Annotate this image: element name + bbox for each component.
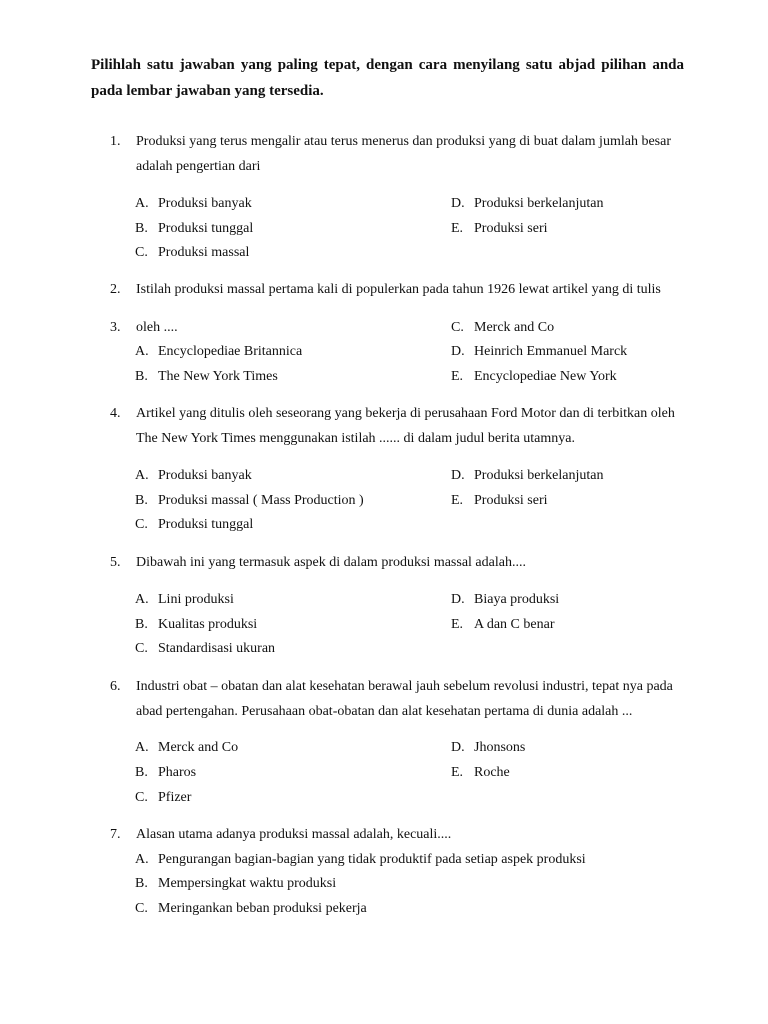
question-4-option-b-text: Produksi massal ( Mass Production ) [158, 493, 364, 508]
question-3-option-a-text: Encyclopediae Britannica [158, 344, 303, 359]
question-6-text-line-2: abad pertengahan. Perusahaan obat-obatan dan alat kesehatan pertama di dunia adalah ... [136, 704, 633, 719]
question-6-option-e-text: Roche [474, 765, 510, 780]
question-3-option-e-letter: E. [451, 369, 464, 384]
question-1-option-a-letter: A. [135, 196, 149, 211]
question-1-option-c-text: Produksi massal [158, 245, 250, 260]
question-1-option-b-letter: B. [135, 221, 148, 236]
question-1-option-b-text: Produksi tunggal [158, 221, 254, 236]
question-4-option-b-letter: B. [135, 493, 148, 508]
question-1-option-d-letter: D. [451, 196, 465, 211]
question-4-text-line-1: Artikel yang ditulis oleh seseorang yang bekerja di perusahaan Ford Motor dan di terbitkan oleh [136, 406, 675, 421]
question-4-option-a-letter: A. [135, 468, 149, 483]
question-7-option-b-text: Mempersingkat waktu produksi [158, 876, 337, 891]
question-6-option-c-text: Pfizer [158, 790, 192, 805]
question-5-option-c-text: Standardisasi ukuran [158, 641, 276, 656]
question-4-option-e-letter: E. [451, 493, 464, 508]
question-3-number: 3. [110, 320, 121, 335]
question-5-option-e-letter: E. [451, 617, 464, 632]
question-7-option-a-letter: A. [135, 852, 149, 867]
question-6-option-b-text: Pharos [158, 765, 197, 780]
question-4-option-d-text: Produksi berkelanjutan [474, 468, 604, 483]
question-7-option-c-letter: C. [135, 901, 148, 916]
question-1-text-line-1: Produksi yang terus mengalir atau terus menerus dan produksi yang di buat dalam jumlah besar [136, 134, 671, 149]
question-6-number: 6. [110, 679, 121, 694]
question-7-option-b-letter: B. [135, 876, 148, 891]
question-4-option-c-text: Produksi tunggal [158, 517, 254, 532]
question-5-option-a-letter: A. [135, 592, 149, 607]
question-7-option-c-text: Meringankan beban produksi pekerja [158, 901, 367, 916]
question-7-text-line-1: Alasan utama adanya produksi massal adalah, kecuali.... [136, 827, 452, 842]
question-3-option-c-text: Merck and Co [474, 320, 555, 335]
question-3-option-b-text: The New York Times [158, 369, 278, 384]
question-4-text-line-2: The New York Times menggunakan istilah ...... di dalam judul berita utamnya. [136, 431, 576, 446]
question-5-option-b-text: Kualitas produksi [158, 617, 258, 632]
question-1-option-c-letter: C. [135, 245, 148, 260]
question-5-number: 5. [110, 555, 121, 570]
question-1-option-e-text: Produksi seri [474, 221, 548, 236]
question-6-option-b-letter: B. [135, 765, 148, 780]
question-6-option-d-letter: D. [451, 740, 465, 755]
question-3-option-c-letter: C. [451, 320, 464, 335]
question-3-option-d-letter: D. [451, 344, 465, 359]
question-3-option-e-text: Encyclopediae New York [474, 369, 617, 384]
question-6-option-c-letter: C. [135, 790, 148, 805]
instructions-line-2: pada lembar jawaban yang tersedia. [91, 83, 324, 99]
question-1-number: 1. [110, 134, 121, 149]
question-7-number: 7. [110, 827, 121, 842]
question-3-text-line-1: oleh .... [136, 320, 178, 335]
question-5-option-b-letter: B. [135, 617, 148, 632]
question-4-option-d-letter: D. [451, 468, 465, 483]
question-5-option-d-letter: D. [451, 592, 465, 607]
question-4-number: 4. [110, 406, 121, 421]
question-2-number: 2. [110, 282, 121, 297]
question-6-option-a-text: Merck and Co [158, 740, 239, 755]
question-3-option-a-letter: A. [135, 344, 149, 359]
question-5-option-a-text: Lini produksi [158, 592, 234, 607]
question-5-text-line-1: Dibawah ini yang termasuk aspek di dalam produksi massal adalah.... [136, 555, 526, 570]
instructions [91, 52, 684, 104]
question-4-option-c-letter: C. [135, 517, 148, 532]
question-1-option-a-text: Produksi banyak [158, 196, 252, 211]
question-6-option-a-letter: A. [135, 740, 149, 755]
question-1-option-e-letter: E. [451, 221, 464, 236]
question-7-option-a-text: Pengurangan bagian-bagian yang tidak produktif pada setiap aspek produksi [158, 852, 586, 867]
question-1-text-line-2: adalah pengertian dari [136, 159, 261, 174]
question-2-text-line-1: Istilah produksi massal pertama kali di populerkan pada tahun 1926 lewat artikel yang di tulis [136, 282, 661, 297]
question-6-text-line-1: Industri obat – obatan dan alat kesehatan berawal jauh sebelum revolusi industri, tepat nya pada [136, 679, 673, 694]
question-3-option-d-text: Heinrich Emmanuel Marck [474, 344, 628, 359]
question-6-option-e-letter: E. [451, 765, 464, 780]
question-1-option-d-text: Produksi berkelanjutan [474, 196, 604, 211]
question-3-option-b-letter: B. [135, 369, 148, 384]
question-4-option-a-text: Produksi banyak [158, 468, 252, 483]
question-5-option-c-letter: C. [135, 641, 148, 656]
question-5-option-d-text: Biaya produksi [474, 592, 560, 607]
question-5-option-e-text: A dan C benar [474, 617, 555, 632]
question-6-option-d-text: Jhonsons [474, 740, 526, 755]
instructions-line-1: Pilihlah satu jawaban yang paling tepat, dengan cara menyilang satu abjad pilihan anda [91, 57, 684, 73]
question-4-option-e-text: Produksi seri [474, 493, 548, 508]
